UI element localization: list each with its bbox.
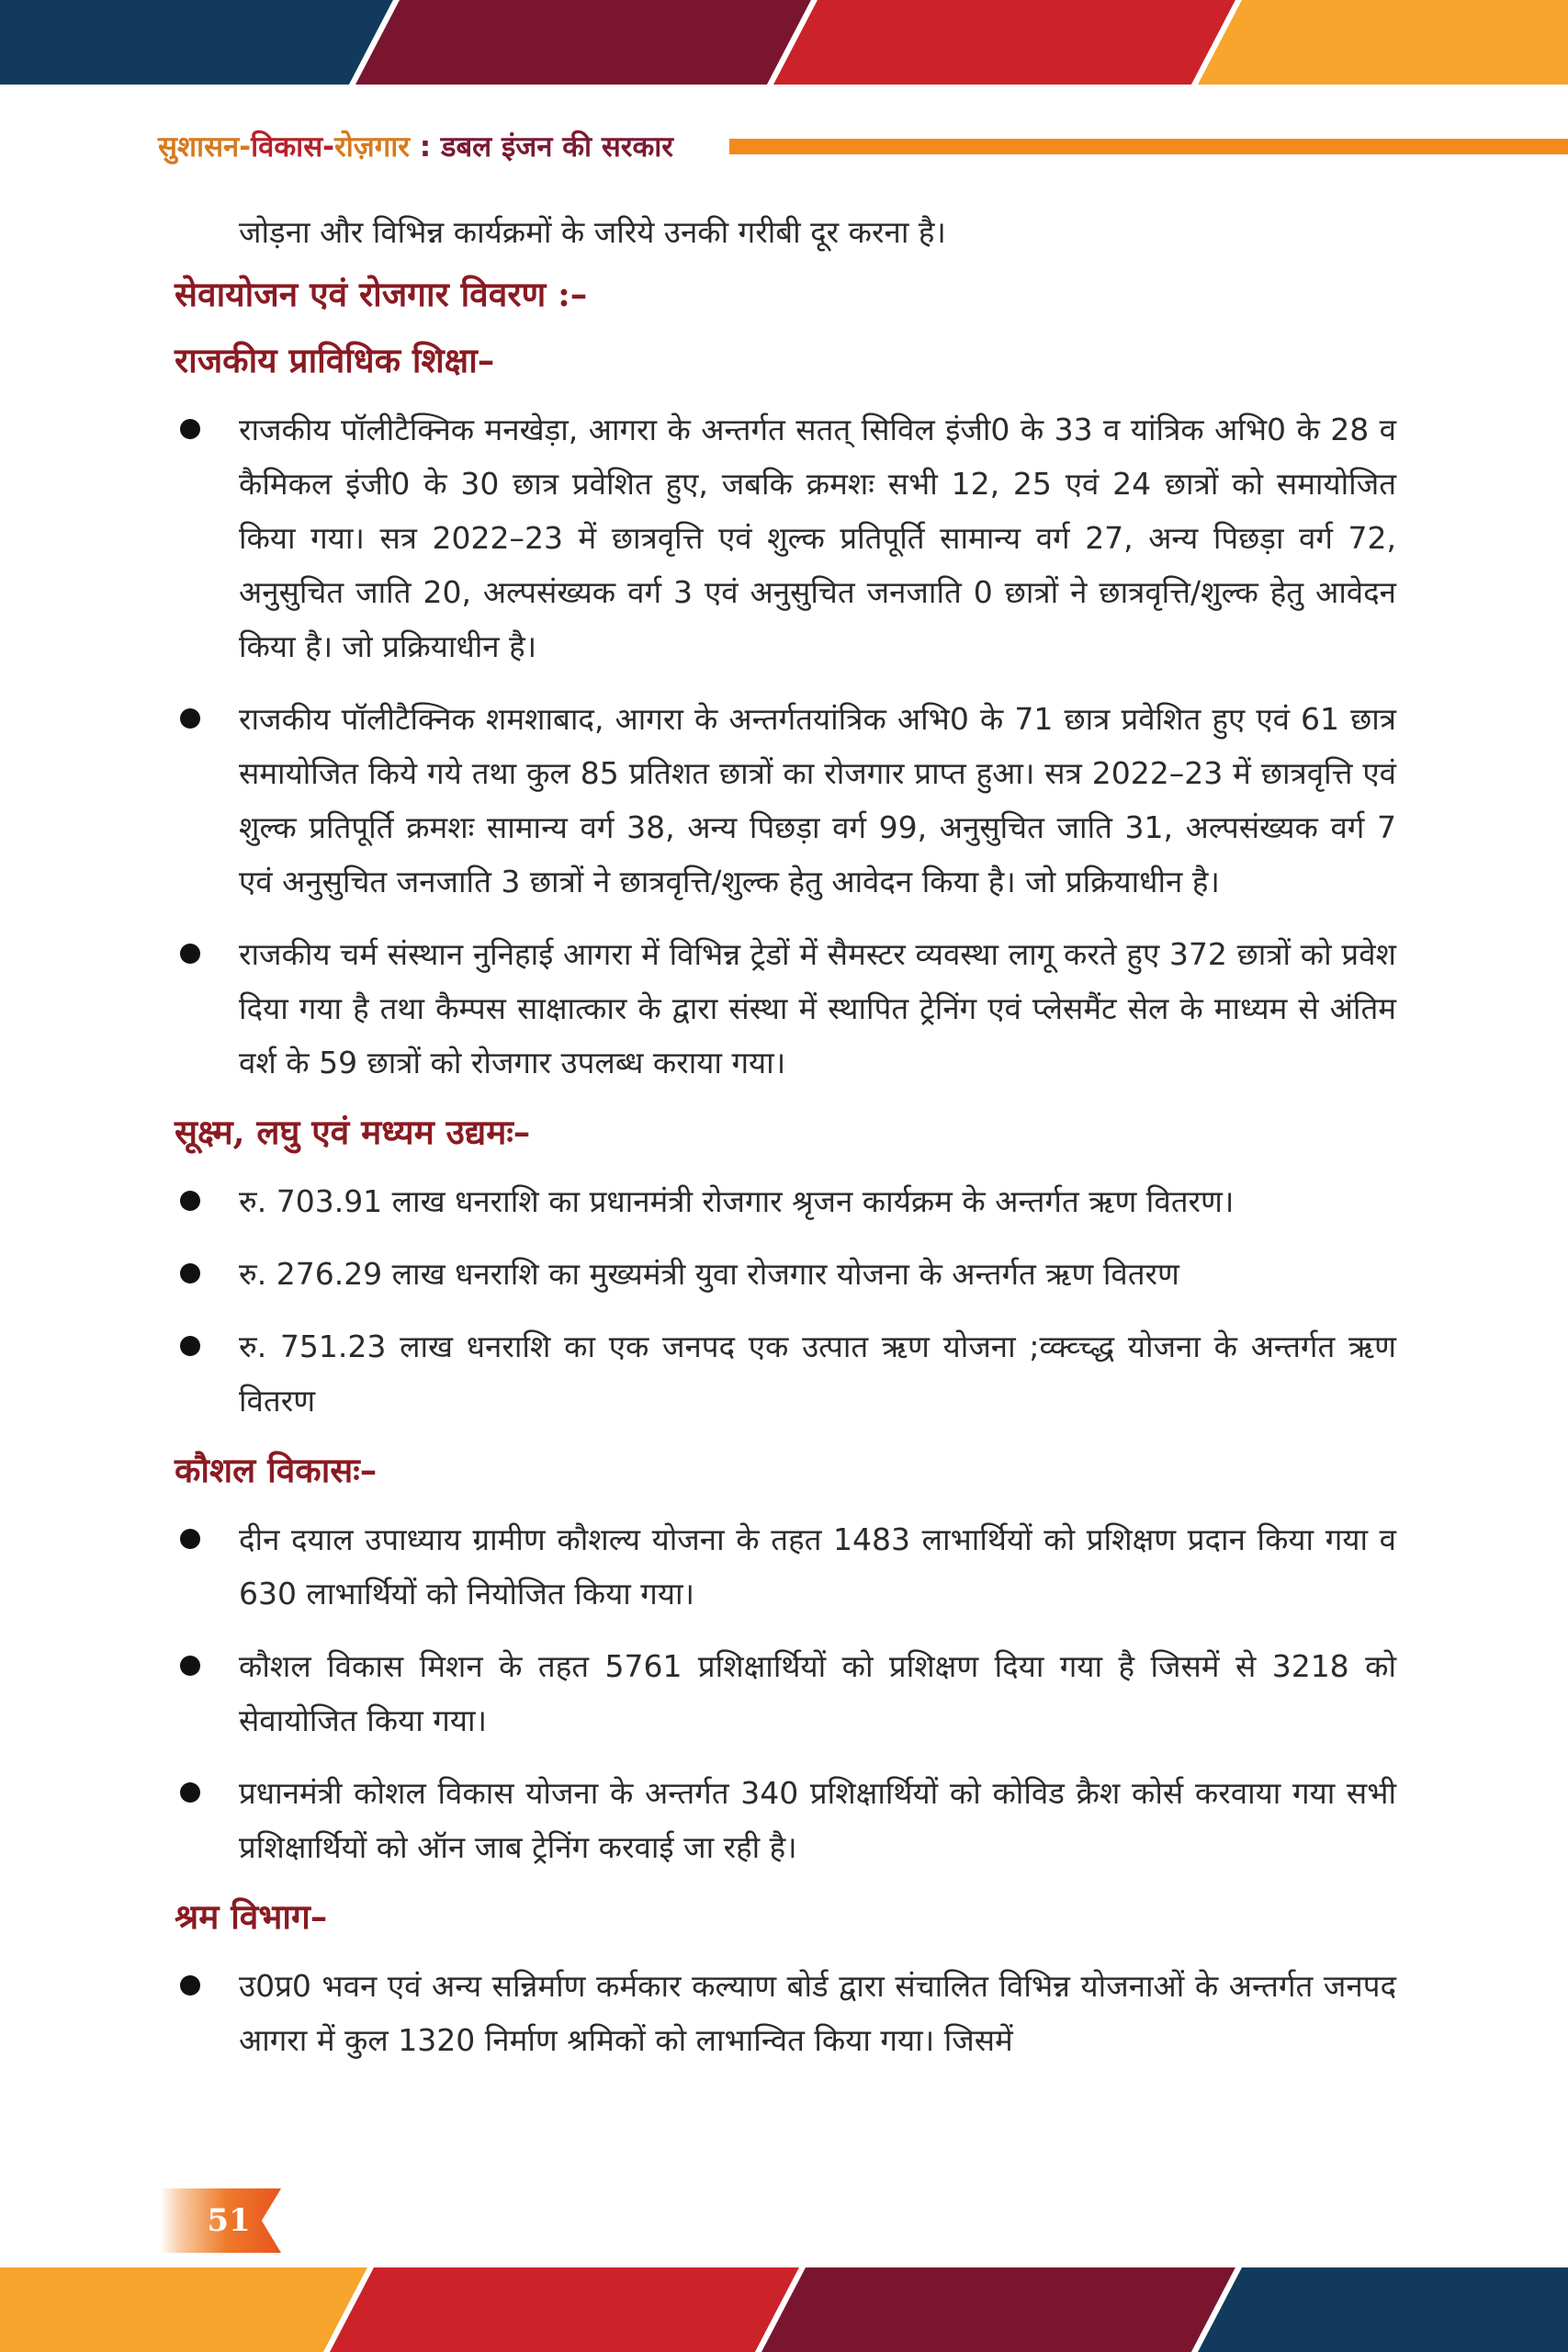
technical-education-list [175, 402, 1396, 1090]
list-item [175, 927, 1396, 1090]
list-item [175, 1247, 1396, 1301]
top-color-band [0, 0, 1568, 85]
main-heading: सेवायोजन एवं रोजगार विवरण :– [175, 274, 588, 314]
list-item-text: उ0प्र0 भवन एवं अन्य सन्निर्माण कर्मकार कल्याण बोर्ड द्वारा संचालित विभिन्न योजनाओं के अन्तर्गत जनपद आगरा में कुल 1320 निर्माण श्रमिकों को लाभान्वित किया गया। जिसमें [239, 1968, 1396, 2058]
list-item-text: रु. 276.29 लाख धनराशि का मुख्यमंत्री युवा रोजगार योजना के अन्तर्गत ऋण वितरण [239, 1256, 1179, 1292]
bullet-icon [180, 1263, 200, 1283]
list-item [175, 692, 1396, 909]
list-item-text: कौशल विकास मिशन के तहत 5761 प्रशिक्षार्थियों को प्रशिक्षण दिया गया है जिसमें से 3218 को सेवायोजित किया गया। [239, 1648, 1396, 1738]
bullet-icon [180, 1336, 200, 1356]
section-heading-labour-department: श्रम विभाग– [175, 1896, 328, 1937]
running-header [158, 129, 1412, 165]
list-item-text: राजकीय पॉलीटैक्निक मनखेड़ा, आगरा के अन्तर्गत सतत् सिविल इंजी0 के 33 व यांत्रिक अभि0 के 28 व कैमिकल इंजी0 के 30 छात्र प्रवेशित हुए, जबकि क्रमशः सभी 12, 25 एवं 24 छात्रों को समायोजित किया गया। सत्र 2022–23 में छात्रवृत्ति एवं शुल्क प्रतिपूर्ति सामान्य वर्ग 27, अन्य पिछड़ा वर्ग 72, अनुसुचित जाति 20, अल्पसंख्यक वर्ग 3 एवं अनुसुचित जनजाति 0 छात्रों ने छात्रवृत्ति/शुल्क हेतु आवेदन किया है। जो प्रक्रियाधीन है। [239, 412, 1396, 664]
skill-development-list [175, 1512, 1396, 1874]
running-header-part-3: रोज़गार [334, 130, 410, 164]
section-heading-technical-education: राजकीय प्राविधिक शिक्षा– [175, 340, 495, 380]
bullet-icon [180, 1191, 200, 1211]
bullet-icon [180, 708, 200, 729]
running-header-title [158, 129, 673, 165]
list-item [175, 1174, 1396, 1228]
section-heading-skill-development: कौशल विकासः– [175, 1450, 378, 1490]
running-header-part-1: सुशासन- [158, 130, 252, 164]
list-item-text: दीन दयाल उपाध्याय ग्रामीण कौशल्य योजना के तहत 1483 लाभार्थियों को प्रशिक्षण प्रदान किया गया व 630 लाभार्थियों को नियोजित किया गया। [239, 1521, 1396, 1611]
list-item [175, 1319, 1396, 1428]
list-item-text: रु. 751.23 लाख धनराशि का एक जनपद एक उत्पात ऋण योजना ;व्क्व्च्द्ध योजना के अन्तर्गत ऋण वितरण [239, 1329, 1396, 1419]
intro-paragraph: जोड़ना और विभिन्न कार्यक्रमों के जरिये उनकी गरीबी दूर करना है। [239, 214, 946, 250]
bullet-icon [180, 1782, 200, 1803]
section-heading-msme: सूक्ष्म, लघु एवं मध्यम उद्यमः– [175, 1112, 531, 1152]
labour-department-list [175, 1959, 1396, 2067]
bullet-icon [180, 1975, 200, 1996]
bullet-icon [180, 1656, 200, 1676]
list-item [175, 1766, 1396, 1874]
page-content [175, 208, 1396, 2086]
list-item-text: राजकीय पॉलीटैक्निक शमशाबाद, आगरा के अन्तर्गतयांत्रिक अभि0 के 71 छात्र प्रवेशित हुए एवं 61 छात्र समायोजित किये गये तथा कुल 85 प्रतिशत छात्रों का रोजगार प्राप्त हुआ। सत्र 2022–23 में छात्रवृत्ति एवं शुल्क प्रतिपूर्ति क्रमशः सामान्य वर्ग 38, अन्य पिछड़ा वर्ग 99, अनुसुचित जाति 31, अल्पसंख्यक वर्ग 7 एवं अनुसुचित जनजाति 3 छात्रों ने छात्रवृत्ति/शुल्क हेतु आवेदन किया है। जो प्रक्रियाधीन है। [239, 701, 1396, 899]
page-number: 51 [207, 2202, 251, 2239]
bottom-color-band [0, 2267, 1568, 2352]
list-item [175, 1512, 1396, 1621]
list-item-text: रु. 703.91 लाख धनराशि का प्रधानमंत्री रोजगार श्रृजन कार्यक्रम के अन्तर्गत ऋण वितरण। [239, 1183, 1235, 1219]
bullet-icon [180, 419, 200, 439]
running-header-part-4: : डबल इंजन की सरकार [409, 130, 673, 164]
list-item [175, 1639, 1396, 1747]
bullet-icon [180, 1529, 200, 1549]
header-rule [729, 139, 1568, 154]
list-item-text: राजकीय चर्म संस्थान नुनिहाई आगरा में विभिन्न ट्रेडों में सैमस्टर व्यवस्था लागू करते हुए 372 छात्रों को प्रवेश दिया गया है तथा कैम्पस साक्षात्कार के द्वारा संस्था में स्थापित ट्रेनिंग एवं प्लेसमैंट सेल के माध्यम से अंतिम वर्श के 59 छात्रों को रोजगार उपलब्ध कराया गया। [239, 936, 1396, 1080]
list-item-text: प्रधानमंत्री कोशल विकास योजना के अन्तर्गत 340 प्रशिक्षार्थियों को कोविड क्रैश कोर्स करवाया गया सभी प्रशिक्षार्थियों को ऑन जाब ट्रेनिंग करवाई जा रही है। [239, 1775, 1396, 1865]
msme-list [175, 1174, 1396, 1428]
bullet-icon [180, 944, 200, 964]
list-item [175, 1959, 1396, 2067]
running-header-part-2: विकास- [251, 130, 335, 164]
list-item [175, 402, 1396, 673]
